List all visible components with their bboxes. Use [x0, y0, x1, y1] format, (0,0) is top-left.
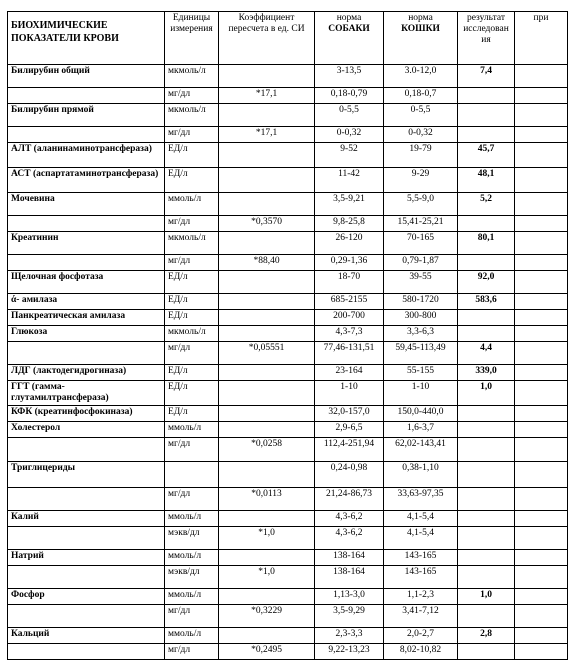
table-row [8, 365, 568, 381]
table-row [8, 566, 568, 589]
table-row [8, 462, 568, 488]
param-cell: Панкреатическая амилаза [8, 310, 165, 326]
param-cell: ЛДГ (лактодегидрогиназа) [8, 365, 165, 381]
param-cell: Билирубин общий [8, 65, 165, 88]
param-cell [8, 216, 165, 232]
extra-cell [515, 550, 568, 566]
table-row [8, 65, 568, 88]
coef-cell [219, 271, 315, 294]
extra-cell [515, 193, 568, 216]
result-cell [458, 438, 515, 462]
result-cell: 5,2 [458, 193, 515, 216]
param-cell [8, 566, 165, 589]
unit-cell: ЕД/л [165, 143, 219, 168]
extra-cell [515, 527, 568, 550]
cat-norm-cell: 0-5,5 [384, 104, 458, 127]
header-cat-norm [384, 12, 458, 65]
dog-norm-cell: 1,13-3,0 [315, 589, 384, 605]
result-cell [458, 88, 515, 104]
param-cell: Фосфор [8, 589, 165, 605]
table-header-row [8, 12, 568, 65]
extra-cell [515, 294, 568, 310]
extra-cell [515, 644, 568, 660]
param-cell [8, 438, 165, 462]
cat-norm-cell: 0,38-1,10 [384, 462, 458, 488]
table-row [8, 232, 568, 255]
param-cell: ГГТ (гамма-глутамилтрансфераза) [8, 381, 165, 406]
cat-norm-cell: 59,45-113,49 [384, 342, 458, 365]
param-cell: Щелочная фосфотаза [8, 271, 165, 294]
result-cell: 7,4 [458, 65, 515, 88]
unit-cell: ЕД/л [165, 381, 219, 406]
param-cell: КФК (креатинфосфокиназа) [8, 406, 165, 422]
extra-cell [515, 127, 568, 143]
param-cell [8, 488, 165, 511]
header-dog-name: СОБАКИ [328, 24, 370, 34]
cat-norm-cell: 1,1-2,3 [384, 589, 458, 605]
coef-cell [219, 462, 315, 488]
dog-norm-cell: 77,46-131,51 [315, 342, 384, 365]
param-cell [8, 127, 165, 143]
coef-cell: *0,3229 [219, 605, 315, 628]
dog-norm-cell: 0-0,32 [315, 127, 384, 143]
dog-norm-cell: 21,24-86,73 [315, 488, 384, 511]
extra-cell [515, 342, 568, 365]
extra-cell [515, 255, 568, 271]
unit-cell: ммоль/л [165, 589, 219, 605]
cat-norm-cell: 15,41-25,21 [384, 216, 458, 232]
coef-cell [219, 232, 315, 255]
coef-cell [219, 511, 315, 527]
dog-norm-cell: 685-2155 [315, 294, 384, 310]
cat-norm-cell: 3,41-7,12 [384, 605, 458, 628]
param-cell: Холестерол [8, 422, 165, 438]
cat-norm-cell: 143-165 [384, 566, 458, 589]
dog-norm-cell: 4,3-6,2 [315, 511, 384, 527]
unit-cell: ммоль/л [165, 422, 219, 438]
table-row [8, 104, 568, 127]
extra-cell [515, 104, 568, 127]
table-row [8, 310, 568, 326]
result-cell [458, 566, 515, 589]
table-row [8, 271, 568, 294]
param-cell: АСТ (аспартатаминотрансфераза) [8, 168, 165, 193]
unit-cell: ммоль/л [165, 193, 219, 216]
extra-cell [515, 566, 568, 589]
table-row [8, 406, 568, 422]
extra-cell [515, 216, 568, 232]
cat-norm-cell: 2,0-2,7 [384, 628, 458, 644]
unit-cell: ЕД/л [165, 294, 219, 310]
extra-cell [515, 381, 568, 406]
param-cell: Креатинин [8, 232, 165, 255]
extra-cell [515, 310, 568, 326]
unit-cell: мг/дл [165, 255, 219, 271]
header-extra: при [515, 12, 568, 65]
param-cell [8, 527, 165, 550]
param-cell [8, 605, 165, 628]
unit-cell: ЕД/л [165, 310, 219, 326]
result-cell [458, 422, 515, 438]
param-cell [8, 342, 165, 365]
result-cell [458, 255, 515, 271]
cat-norm-cell: 9-29 [384, 168, 458, 193]
cat-norm-cell: 0-0,32 [384, 127, 458, 143]
cat-norm-cell: 55-155 [384, 365, 458, 381]
coef-cell [219, 422, 315, 438]
param-cell: ά- амилаза [8, 294, 165, 310]
table-row [8, 511, 568, 527]
result-cell: 1,0 [458, 589, 515, 605]
table-row [8, 255, 568, 271]
cat-norm-cell: 39-55 [384, 271, 458, 294]
dog-norm-cell: 138-164 [315, 550, 384, 566]
table-row [8, 88, 568, 104]
coef-cell [219, 168, 315, 193]
extra-cell [515, 326, 568, 342]
dog-norm-cell: 11-42 [315, 168, 384, 193]
param-cell [8, 255, 165, 271]
result-cell: 339,0 [458, 365, 515, 381]
coef-cell [219, 589, 315, 605]
table-body [8, 65, 568, 660]
unit-cell [165, 462, 219, 488]
extra-cell [515, 143, 568, 168]
blood-biochemistry-table [7, 11, 568, 660]
dog-norm-cell: 9,22-13,23 [315, 644, 384, 660]
cat-norm-cell: 1-10 [384, 381, 458, 406]
header-dog-norm [315, 12, 384, 65]
coef-cell [219, 550, 315, 566]
cat-norm-cell: 150,0-440,0 [384, 406, 458, 422]
coef-cell: *1,0 [219, 527, 315, 550]
cat-norm-cell: 143-165 [384, 550, 458, 566]
coef-cell [219, 65, 315, 88]
result-cell [458, 511, 515, 527]
unit-cell: мг/дл [165, 488, 219, 511]
unit-cell: ммоль/л [165, 511, 219, 527]
result-cell: 48,1 [458, 168, 515, 193]
dog-norm-cell: 4,3-7,3 [315, 326, 384, 342]
result-cell: 92,0 [458, 271, 515, 294]
result-cell [458, 127, 515, 143]
unit-cell: мг/дл [165, 605, 219, 628]
table-row [8, 193, 568, 216]
dog-norm-cell: 0,29-1,36 [315, 255, 384, 271]
table-row [8, 488, 568, 511]
coef-cell [219, 193, 315, 216]
table-row [8, 168, 568, 193]
unit-cell: мкмоль/л [165, 232, 219, 255]
unit-cell: ммоль/л [165, 550, 219, 566]
cat-norm-cell: 580-1720 [384, 294, 458, 310]
param-cell: Билирубин прямой [8, 104, 165, 127]
param-cell [8, 644, 165, 660]
extra-cell [515, 88, 568, 104]
dog-norm-cell: 18-70 [315, 271, 384, 294]
unit-cell: мг/дл [165, 127, 219, 143]
coef-cell [219, 143, 315, 168]
unit-cell: мкмоль/л [165, 65, 219, 88]
table-row [8, 216, 568, 232]
param-cell: Калий [8, 511, 165, 527]
cat-norm-cell: 4,1-5,4 [384, 511, 458, 527]
extra-cell [515, 488, 568, 511]
cat-norm-cell: 4,1-5,4 [384, 527, 458, 550]
cat-norm-cell: 0,18-0,7 [384, 88, 458, 104]
result-cell: 1,0 [458, 381, 515, 406]
coef-cell [219, 381, 315, 406]
coef-cell [219, 104, 315, 127]
extra-cell [515, 65, 568, 88]
table-row [8, 527, 568, 550]
header-result: результат исследован ия [458, 12, 515, 65]
unit-cell: ЕД/л [165, 406, 219, 422]
dog-norm-cell: 9,8-25,8 [315, 216, 384, 232]
param-cell: Натрий [8, 550, 165, 566]
table-row [8, 326, 568, 342]
table-row [8, 143, 568, 168]
table-row [8, 589, 568, 605]
extra-cell [515, 271, 568, 294]
dog-norm-cell: 4,3-6,2 [315, 527, 384, 550]
cat-norm-cell: 1,6-3,7 [384, 422, 458, 438]
param-cell: АЛТ (аланинаминотрансфераза) [8, 143, 165, 168]
cat-norm-cell: 300-800 [384, 310, 458, 326]
dog-norm-cell: 112,4-251,94 [315, 438, 384, 462]
unit-cell: ЕД/л [165, 168, 219, 193]
header-coef: Коэффициент пересчета в ед. СИ [219, 12, 315, 65]
dog-norm-cell: 138-164 [315, 566, 384, 589]
result-cell [458, 527, 515, 550]
dog-norm-cell: 0,18-0,79 [315, 88, 384, 104]
dog-norm-cell: 23-164 [315, 365, 384, 381]
coef-cell [219, 326, 315, 342]
unit-cell: ЕД/л [165, 271, 219, 294]
header-units: Единицы измерения [165, 12, 219, 65]
result-cell [458, 550, 515, 566]
extra-cell [515, 232, 568, 255]
result-cell: 80,1 [458, 232, 515, 255]
cat-norm-cell: 5,5-9,0 [384, 193, 458, 216]
unit-cell: мг/дл [165, 438, 219, 462]
dog-norm-cell: 3,5-9,29 [315, 605, 384, 628]
param-cell [8, 88, 165, 104]
result-cell [458, 310, 515, 326]
param-cell: Кальций [8, 628, 165, 644]
unit-cell: мг/дл [165, 216, 219, 232]
unit-cell: мг/дл [165, 644, 219, 660]
coef-cell [219, 294, 315, 310]
unit-cell: мкмоль/л [165, 104, 219, 127]
header-cat-label: норма [408, 13, 433, 23]
header-cat-name: КОШКИ [401, 24, 440, 34]
dog-norm-cell: 2,3-3,3 [315, 628, 384, 644]
cat-norm-cell: 8,02-10,82 [384, 644, 458, 660]
dog-norm-cell: 2,9-6,5 [315, 422, 384, 438]
result-cell: 583,6 [458, 294, 515, 310]
result-cell: 4,4 [458, 342, 515, 365]
dog-norm-cell: 0,24-0,98 [315, 462, 384, 488]
result-cell [458, 462, 515, 488]
param-cell: Глюкоза [8, 326, 165, 342]
coef-cell: *0,0113 [219, 488, 315, 511]
cat-norm-cell: 3.0-12,0 [384, 65, 458, 88]
coef-cell: *88,40 [219, 255, 315, 271]
result-cell [458, 216, 515, 232]
result-cell [458, 406, 515, 422]
coef-cell: *0,05551 [219, 342, 315, 365]
coef-cell: *1,0 [219, 566, 315, 589]
cat-norm-cell: 70-165 [384, 232, 458, 255]
result-cell [458, 644, 515, 660]
extra-cell [515, 605, 568, 628]
coef-cell [219, 365, 315, 381]
unit-cell: мг/дл [165, 88, 219, 104]
table-row [8, 438, 568, 462]
result-cell [458, 326, 515, 342]
unit-cell: мэкв/дл [165, 527, 219, 550]
param-cell: Триглицериды [8, 462, 165, 488]
table-row [8, 628, 568, 644]
coef-cell [219, 310, 315, 326]
unit-cell: ммоль/л [165, 628, 219, 644]
coef-cell: *0,3570 [219, 216, 315, 232]
extra-cell [515, 589, 568, 605]
coef-cell: *0,2495 [219, 644, 315, 660]
dog-norm-cell: 3-13,5 [315, 65, 384, 88]
result-cell [458, 605, 515, 628]
dog-norm-cell: 26-120 [315, 232, 384, 255]
dog-norm-cell: 1-10 [315, 381, 384, 406]
table-row [8, 550, 568, 566]
extra-cell [515, 462, 568, 488]
dog-norm-cell: 3,5-9,21 [315, 193, 384, 216]
unit-cell: ЕД/л [165, 365, 219, 381]
dog-norm-cell: 32,0-157,0 [315, 406, 384, 422]
extra-cell [515, 168, 568, 193]
cat-norm-cell: 33,63-97,35 [384, 488, 458, 511]
header-dog-label: норма [336, 13, 362, 23]
result-cell [458, 104, 515, 127]
extra-cell [515, 511, 568, 527]
cat-norm-cell: 0,79-1,87 [384, 255, 458, 271]
extra-cell [515, 438, 568, 462]
coef-cell [219, 406, 315, 422]
cat-norm-cell: 19-79 [384, 143, 458, 168]
dog-norm-cell: 0-5,5 [315, 104, 384, 127]
header-param: БИОХИМИЧЕСКИЕ ПОКАЗАТЕЛИ КРОВИ [8, 12, 165, 65]
table-row [8, 294, 568, 310]
extra-cell [515, 422, 568, 438]
extra-cell [515, 406, 568, 422]
coef-cell: *17,1 [219, 88, 315, 104]
result-cell: 2,8 [458, 628, 515, 644]
extra-cell [515, 365, 568, 381]
table-row [8, 605, 568, 628]
result-cell: 45,7 [458, 143, 515, 168]
table-row [8, 127, 568, 143]
table-row [8, 644, 568, 660]
result-cell [458, 488, 515, 511]
cat-norm-cell: 62,02-143,41 [384, 438, 458, 462]
table-row [8, 342, 568, 365]
param-cell: Мочевина [8, 193, 165, 216]
coef-cell: *0,0258 [219, 438, 315, 462]
extra-cell [515, 628, 568, 644]
table-row [8, 381, 568, 406]
coef-cell: *17,1 [219, 127, 315, 143]
unit-cell: мкмоль/л [165, 326, 219, 342]
coef-cell [219, 628, 315, 644]
table-row [8, 422, 568, 438]
dog-norm-cell: 200-700 [315, 310, 384, 326]
dog-norm-cell: 9-52 [315, 143, 384, 168]
cat-norm-cell: 3,3-6,3 [384, 326, 458, 342]
unit-cell: мг/дл [165, 342, 219, 365]
unit-cell: мэкв/дл [165, 566, 219, 589]
